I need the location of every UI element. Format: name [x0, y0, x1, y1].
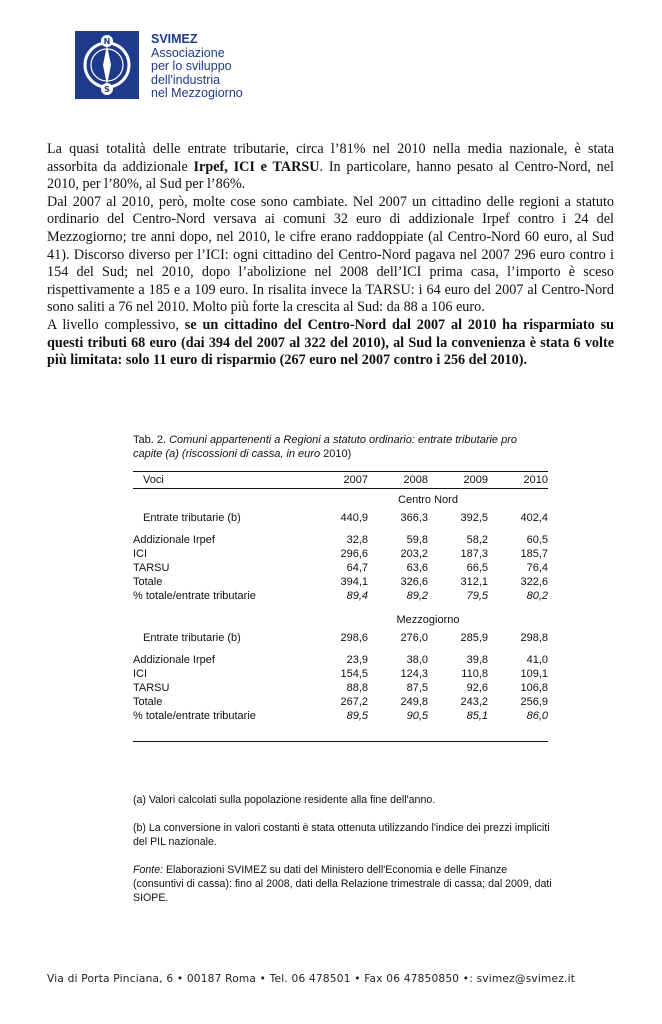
org-line: dell'industria [151, 72, 221, 87]
row-value: 394,1 [340, 576, 368, 588]
row-value: 76,4 [526, 562, 548, 574]
row-label: ICI [133, 548, 148, 560]
row-value: 185,7 [520, 548, 548, 560]
row-label: % totale/entrate tributarie [133, 590, 256, 602]
row-value: 392,5 [460, 512, 488, 524]
org-name: SVIMEZ [151, 32, 198, 46]
row-value: 312,1 [460, 576, 488, 588]
row-value: 88,8 [346, 682, 368, 694]
header-cell: Voci [143, 474, 164, 486]
row-value: 203,2 [400, 548, 428, 560]
note-source: Fonte: Elaborazioni SVIMEZ su dati del Ministero dell'Economia e delle Finanze (consuntivi di cassa): fino al 2008, dati della Relazione trimestrale di cassa; dal 2009, dati SIOPE. [133, 864, 552, 904]
row-label: TARSU [133, 682, 170, 694]
row-value: 249,8 [400, 696, 428, 708]
row-label: % totale/entrate tributarie [133, 710, 256, 722]
bold-taxes: Irpef, ICI e TARSU [193, 158, 320, 175]
row-label: Entrate tributarie (b) [143, 632, 241, 644]
row-label: Addizionale Irpef [133, 654, 215, 666]
org-block [151, 33, 243, 101]
bold-conclusion: se un cittadino del Centro-Nord dal 2007 al 2010 ha risparmiato su questi tributi 68 euro (dai 394 del 2007 al 322 del 2010), al Sud la convenienza è stata 6 volte più limitata: solo 11 euro di risparmio (267 euro nel 2007 contro i 256 del 2010). [47, 316, 614, 369]
row-value: 64,7 [346, 562, 368, 574]
row-value: 187,3 [460, 548, 488, 560]
row-value: 110,8 [461, 668, 488, 680]
body-text [47, 141, 614, 370]
table-header-row [133, 472, 548, 488]
row-label: Entrate tributarie (b) [143, 512, 241, 524]
row-value: 366,3 [400, 512, 428, 524]
table-row [133, 533, 548, 547]
row-value: 85,1 [466, 710, 488, 722]
row-value: 86,0 [526, 710, 548, 722]
row-value: 80,2 [526, 590, 548, 602]
table-row [133, 695, 548, 709]
row-label: ICI [133, 668, 148, 680]
section-title: Mezzogiorno [396, 614, 460, 626]
table-body [133, 489, 548, 723]
row-value: 440,9 [340, 512, 368, 524]
note-b: (b) La conversione in valori costanti è stata ottenuta utilizzando l'indice dei prezzi impliciti del PIL nazionale. [133, 822, 550, 848]
row-label: Totale [133, 576, 163, 588]
org-line: per lo sviluppo [151, 59, 232, 74]
paragraph-3: A livello complessivo, se un cittadino del Centro-Nord dal 2007 al 2010 ha risparmiato su questi tributi 68 euro (dai 394 del 2007 al 322 del 2010), al Sud la convenienza è stata 6 volte più limitata: solo 11 euro di risparmio (267 euro nel 2007 contro i 256 del 2010). [47, 316, 614, 369]
row-value: 38,0 [406, 654, 428, 666]
logo-letter-n: N [103, 37, 111, 46]
row-value: 58,2 [466, 534, 488, 546]
row-value: 243,2 [460, 696, 488, 708]
row-value: 66,5 [466, 562, 488, 574]
org-line: Associazione [151, 45, 225, 60]
row-value: 326,6 [400, 576, 428, 588]
data-table [133, 433, 548, 742]
table-row [133, 667, 548, 681]
note-a: (a) Valori calcolati sulla popolazione residente alla fine dell'anno. [133, 794, 436, 806]
row-value: 298,6 [340, 632, 368, 644]
row-value: 89,5 [346, 710, 368, 722]
table-row [133, 547, 548, 561]
svimez-logo [75, 31, 139, 99]
paragraph-2: Dal 2007 al 2010, però, molte cose sono cambiate. Nel 2007 un cittadino delle regioni a statuto ordinario del Centro-Nord versava ai comuni 32 euro di addizionale Irpef contro i 24 del Mezzogiorno; tre anni dopo, nel 2010, le cifre erano raddoppiate (al Centro-Nord 60 euro, al Sud 41). Discorso diverso per l’ICI: ogni cittadino del Centro-Nord pagava nel 2007 296 euro contro i 154 del Sud; nel 2010, dopo l’abolizione nel 2008 dell’ICI prima casa, l’importo è sceso rispettivamente a 185 e a 109 euro. In risalita invece la TARSU: i 64 euro del 2007 al Centro-Nord sono saliti a 76 nel 2010. Molto più forte la crescita al Sud: da 88 a 106 euro. [47, 193, 614, 316]
row-value: 32,8 [346, 534, 368, 546]
row-value: 79,5 [466, 590, 488, 602]
table-row [133, 709, 548, 723]
row-value: 89,2 [406, 590, 428, 602]
table-caption: Tab. 2. Comuni appartenenti a Regioni a statuto ordinario: entrate tributarie pro capite (a) (riscossioni di cassa, in euro 2010) [133, 434, 518, 460]
table-row [133, 653, 548, 667]
header-cell: 2009 [463, 474, 488, 486]
table-row [133, 575, 548, 589]
row-value: 124,3 [400, 668, 428, 680]
row-value: 154,5 [340, 668, 368, 680]
row-label: Totale [133, 696, 163, 708]
table-bottom-rule [133, 741, 548, 742]
row-value: 106,8 [520, 682, 548, 694]
row-value: 63,6 [406, 562, 428, 574]
header-cell: 2007 [343, 474, 368, 486]
row-value: 267,2 [340, 696, 368, 708]
row-value: 87,5 [406, 682, 428, 694]
section-title: Centro Nord [398, 494, 458, 506]
row-value: 39,8 [466, 654, 488, 666]
row-value: 60,5 [526, 534, 548, 546]
row-value: 59,8 [406, 534, 428, 546]
paragraph-1: La quasi totalità delle entrate tributarie, circa l’81% nel 2010 nella media nazionale, è stata assorbita da addizionale Irpef, ICI e TARSU. In particolare, hanno pesato al Centro-Nord, nel 2010, per l’80%, al Sud per l’86%. [47, 141, 614, 193]
table-row [133, 631, 548, 645]
row-value: 109,1 [520, 668, 548, 680]
row-value: 322,6 [520, 576, 548, 588]
table-row [133, 561, 548, 575]
row-value: 276,0 [400, 632, 428, 644]
row-value: 256,9 [520, 696, 548, 708]
row-label: TARSU [133, 562, 170, 574]
row-value: 402,4 [520, 512, 548, 524]
logo-letter-s: S [104, 85, 110, 94]
org-line: nel Mezzogiorno [151, 86, 243, 101]
table-row [133, 589, 548, 603]
row-value: 23,9 [346, 654, 368, 666]
header-cell: 2010 [523, 474, 548, 486]
header-cell: 2008 [403, 474, 428, 486]
row-value: 285,9 [460, 632, 488, 644]
table-row [133, 681, 548, 695]
table-row [133, 511, 548, 525]
row-value: 296,6 [340, 548, 368, 560]
row-value: 90,5 [406, 710, 428, 722]
row-value: 41,0 [526, 654, 548, 666]
row-value: 89,4 [346, 590, 368, 602]
row-value: 92,6 [466, 682, 488, 694]
row-value: 298,8 [520, 632, 548, 644]
table-notes [133, 793, 553, 919]
row-label: Addizionale Irpef [133, 534, 215, 546]
footer-address: Via di Porta Pinciana, 6 • 00187 Roma • Tel. 06 478501 • Fax 06 47850850 •: svimez@svimez.it [47, 973, 576, 985]
